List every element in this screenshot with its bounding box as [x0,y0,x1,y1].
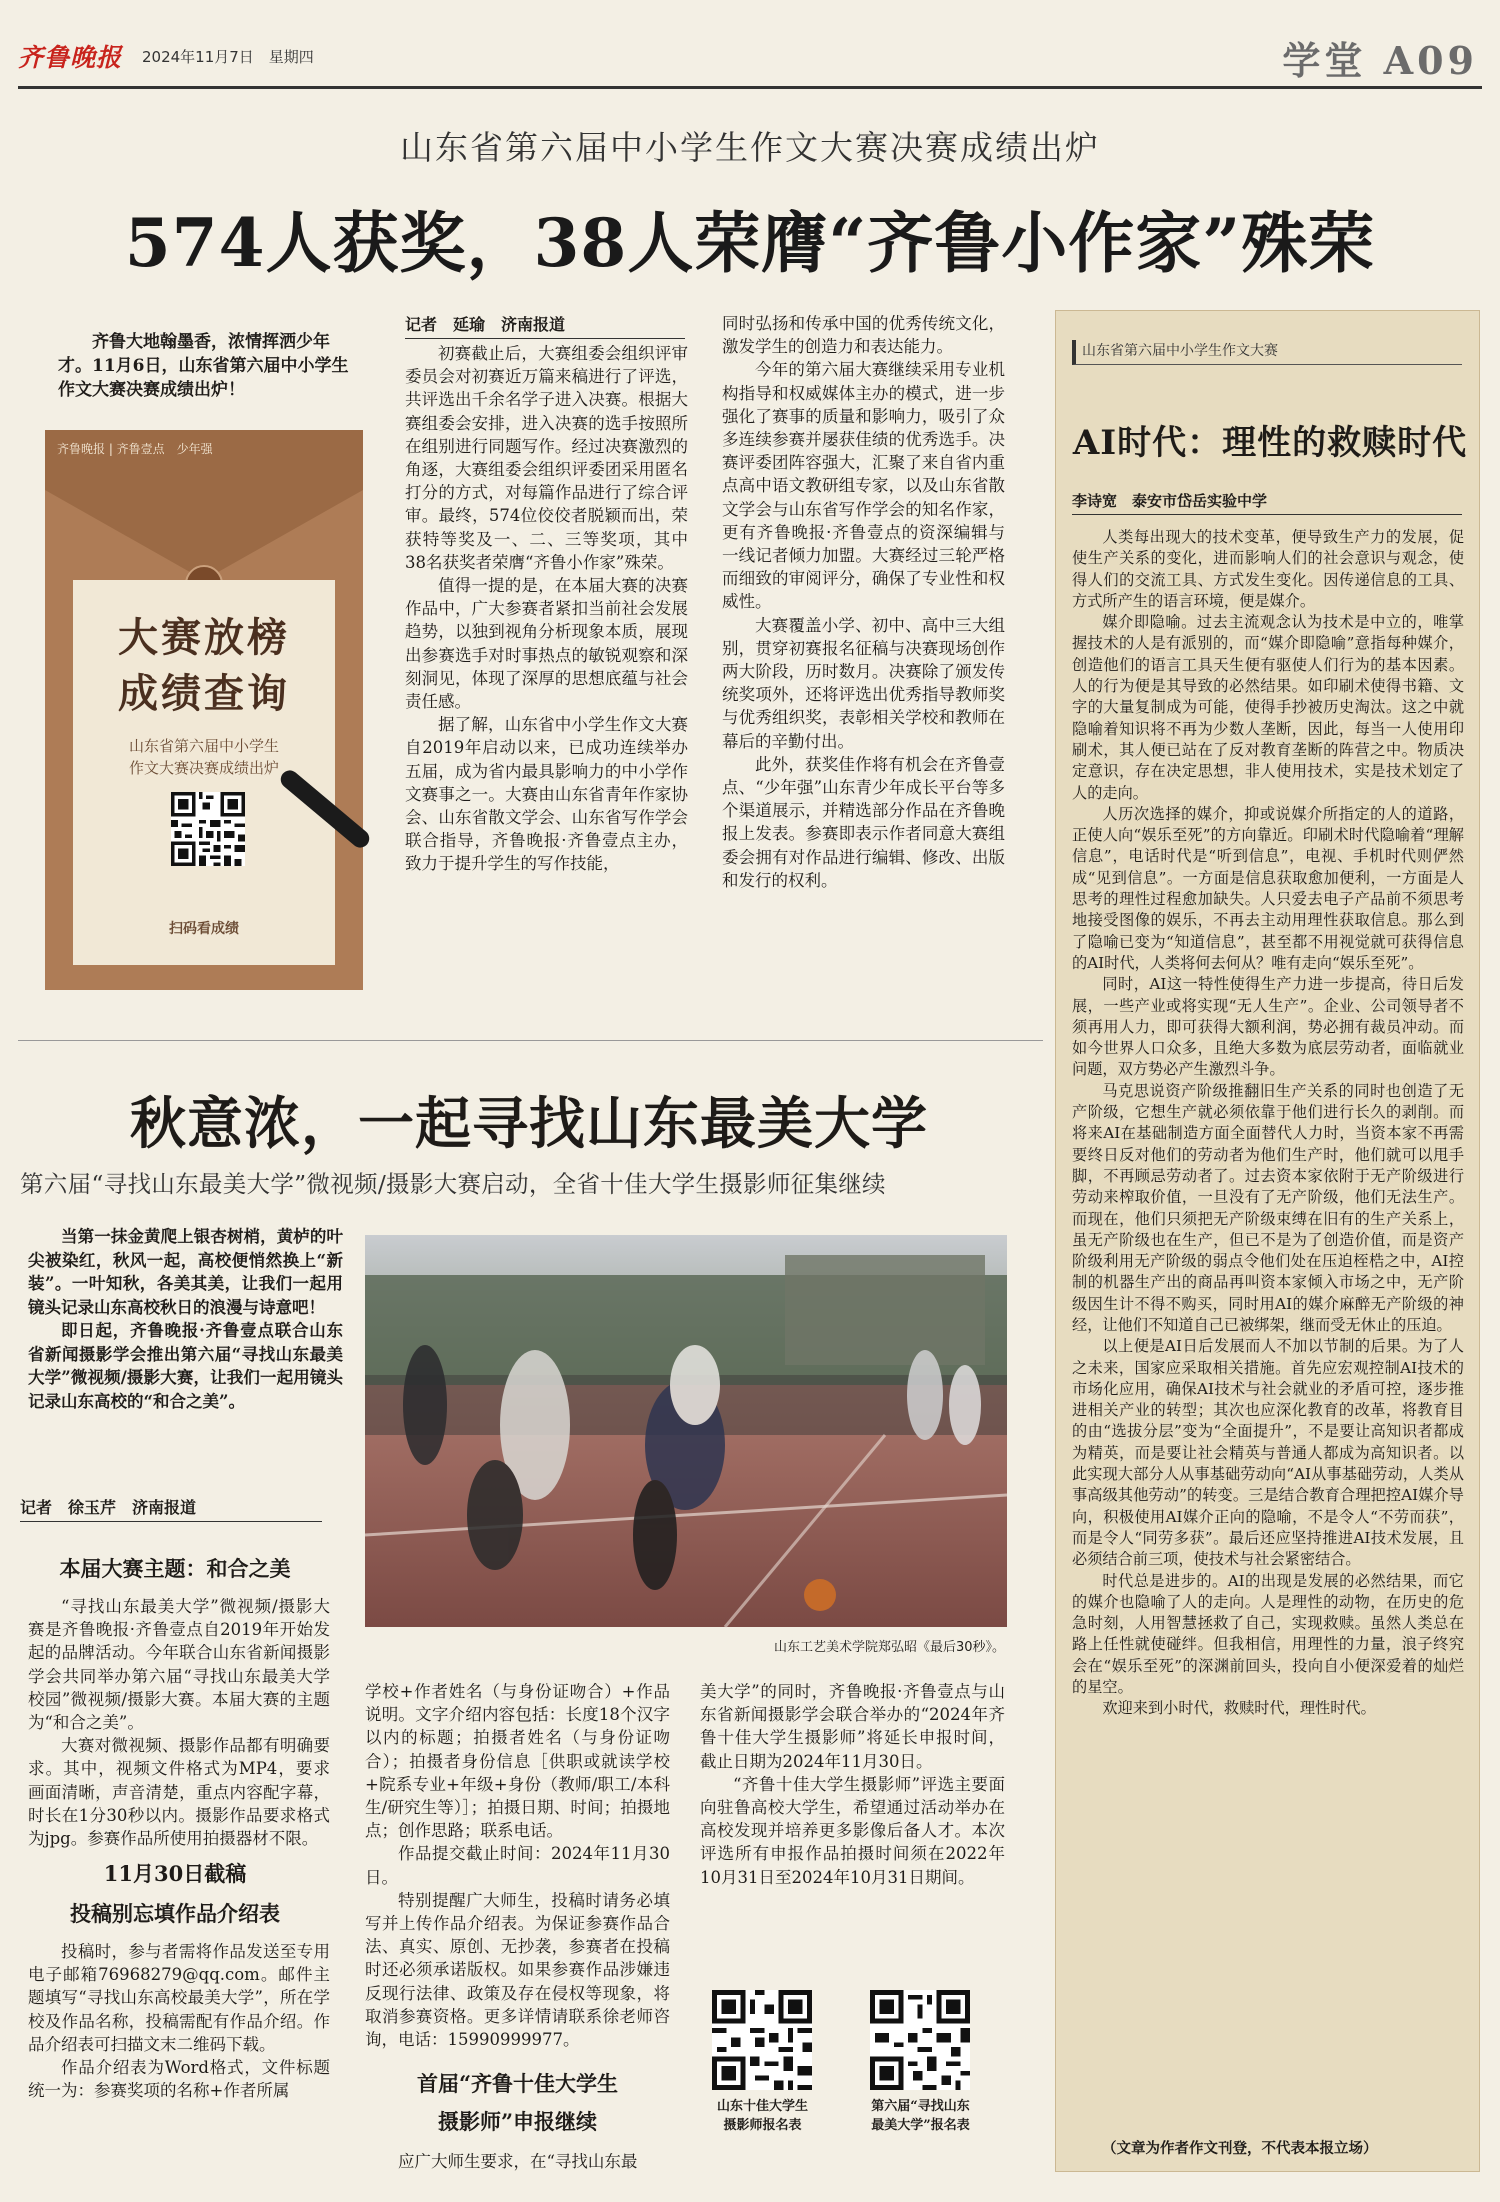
poster-qr-code[interactable] [171,792,245,866]
subhead-deadline: 11月30日截稿 [103,1861,247,1886]
story2-column-c [700,1680,1005,2000]
story2-paragraph: “齐鲁十佳大学生摄影师”评选主要面向驻鲁高校大学生，希望通过活动举办在高校发现并培养更多影像后备人才。本次评选所有申报作品拍摄时间须在2022年10月31日至2024年10月31日期间。 [700,1774,1005,1887]
poster-logos: 齐鲁晚报 | 齐鲁壹点 少年强 [57,442,213,456]
poster-title-line2: 成绩查询 [118,670,290,717]
issue-date: 2024年11月7日 星期四 [142,48,314,66]
photographer-qr-caption [690,2097,835,2135]
story1-column-1 [405,342,688,992]
essay-author: 李诗宽 泰安市岱岳实验中学 [1072,490,1462,515]
story2-deck: 第六届“寻找山东最美大学”微视频/摄影大赛启动，全省十佳大学生摄影师征集继续 [20,1170,886,1198]
contest-qr-caption [848,2097,993,2135]
story2-paragraph: 特别提醒广大师生，投稿时请务必填写并上传作品介绍表。为保证参赛作品合法、真实、原创、无抄袭，参赛者在投稿时还必须承诺版权。如果参赛作品涉嫌违反现行法律、政策及存在侵权等现象，将取消参赛资格。更多详情请联系徐老师咨询，电话：15990999977。 [365,1890,670,2050]
story1-kicker: 山东省第六届中小学生作文大赛决赛成绩出炉 [400,128,1100,167]
story2-byline: 记者 徐玉芹 济南报道 [20,1495,322,1522]
story2-paragraph: 应广大师生要求，在“寻找山东最 [398,2152,638,2171]
header-rule [18,86,1482,89]
newspaper-masthead: 齐鲁晚报 [18,43,123,72]
page-number: A09 [1383,38,1478,83]
story1-paragraph: 大赛覆盖小学、初中、高中三大组别，贯穿初赛报名征稿与决赛现场创作两大阶段，历时数月。决赛除了颁发传统奖项外，还将评选出优秀指导教师奖与优秀组织奖，表彰相关学校和教师在幕后的辛勤付出。 [722,615,1005,751]
sidebar-column-label: 山东省第六届中小学生作文大赛 [1072,340,1462,365]
essay-paragraph: 人类每出现大的技术变革，便导致生产力的发展，促使生产关系的变化，进而影响人们的社会意识与观念，使得人们的交流工具、方式发生变化。因传递信息的工具、方式所产生的语言环境，便是媒介。 [1072,528,1464,610]
essay-body [1072,527,1464,2127]
photographer-qr-caption-line2: 摄影师报名表 [723,2118,802,2133]
essay-title: AI时代：理性的救赎时代 [1072,423,1468,463]
story2-column-b-end [365,2150,670,2176]
poster-scan-label: 扫码看成绩 [169,921,239,937]
story2-intro [28,1225,343,1413]
story2-paragraph: “寻找山东最美大学”微视频/摄影大赛是齐鲁晚报·齐鲁壹点自2019年开始发起的品牌活动。今年联合山东省新闻摄影学会共同举办第六届“寻找山东最美大学校园”微视频/摄影大赛。本届大赛的主题为“和合之美”。 [28,1597,330,1733]
story2-paragraph: 学校+作者姓名（与身份证吻合）+作品说明。文字介绍内容包括：长度18个汉字以内的标题；拍摄者姓名（与身份证吻合）；拍摄者身份信息［供职或就读学校+院系专业+年级+身份（教师/职工/本科生/研究生等）］；拍摄日期、时间；拍摄地点；创作思路；联系电话。 [365,1682,670,1841]
story1-intro-text: 齐鲁大地翰墨香，浓情挥洒少年才。11月6日，山东省第六届中小学生作文大赛决赛成绩出炉！ [58,332,349,400]
story1-paragraph: 值得一提的是，在本届大赛的决赛作品中，广大参赛者紧扣当前社会发展趋势，以独到视角分析现象本质，展现出参赛选手对时事热点的敏锐观察和深刻洞见，体现了深厚的思想底蕴与社会责任感。 [405,576,688,712]
poster-title [73,610,335,722]
basketball-photo-image [365,1235,1007,1627]
subhead-photographer [365,2068,670,2136]
essay-disclaimer: （文章为作者作文刊登，不代表本报立场） [1102,2140,1378,2157]
story1-paragraph: 初赛截止后，大赛组委会组织评审委员会对初赛近万篇来稿进行了评选，共评选出千余名学子进入决赛。根据大赛组委会安排，进入决赛的选手按照所在组别进行同题写作。经过决赛激烈的角逐，大赛组委会组织评委团采用匿名打分的方式，对每篇作品进行了综合评审。最终，574位佼佼者脱颖而出，荣获特等奖及一、二、三等奖项，其中38名获奖者荣膺“齐鲁小作家”殊荣。 [405,344,688,572]
story1-intro [58,330,363,402]
essay-paragraph: 以上便是AI日后发展而人不加以节制的后果。为了人之未来，国家应采取相关措施。首先应宏观控制AI技术的市场化应用，确保AI技术与社会就业的矛盾可控，逐步推进相关产业的转型；其次也应深化教育的改革，将教育目的由“选拔分层”变为“全面提升”，不是要让高知识者都成为精英，而是要让社会精英与普通人都成为高知识者。以此实现大部分人从事基础劳动向“AI从事基础劳动，人类从事高级其他劳动”的转变。三是结合教育合理把控AI媒介导向，积极使用AI媒介正向的隐喻，不是令人“不劳而获”，而是令人“同劳多获”。最后还应坚持推进AI技术发展，且必须结合前三项，使技术与社会紧密结合。 [1072,1337,1464,1569]
essay-paragraph: 媒介即隐喻。过去主流观念认为技术是中立的，唯掌握技术的人是有派别的，而“媒介即隐喻”意指每种媒介，创造他们的语言工具天生便有驱使人们行为的基本因素。人的行为便是其导致的必然结果。如印刷术使得书籍、文字的大量复制成为可能，使得手抄被历史淘汰。这之中就隐喻着知识将不再为少数人垄断，因此，每当一人使用印刷术，其人便已站在了反对教育垄断的阵营之中。物质决定意识，存在决定思想，非人使用技术，实是技术划定了人的走向。 [1072,613,1464,802]
essay-paragraph: 人历次选择的媒介，抑或说媒介所指定的人的道路，正使人向“娱乐至死”的方向靠近。印刷术时代隐喻着“理解信息”，电话时代是“听到信息”，电视、手机时代则俨然成“见到信息”。一方面是信息获取愈加便利，一方面是人思考的理性过程愈加缺失。人只爱去电子产品前不须思考地接受图像的娱乐，不再去主动用理性获取信息。那么到了隐喻已变为“知道信息”，甚至都不用视觉就可获得信息的AI时代，人类将何去何从？唯有走向“娱乐至死”。 [1072,804,1464,972]
story2-column-b [365,1680,670,2050]
story1-byline: 记者 延瑜 济南报道 [405,312,685,339]
results-poster [45,430,363,990]
essay-paragraph: 欢迎来到小时代，救赎时代，理性时代。 [1102,1699,1376,1718]
photographer-qr-caption-line1: 山东十佳大学生 [716,2099,808,2114]
story2-paragraph: 大赛对微视频、摄影作品都有明确要求。其中，视频文件格式为MP4，要求画面清晰，声音清楚，重点内容配字幕，时长在1分30秒以内。摄影作品要求格式为jpg。参赛作品所使用拍摄器材不限。 [28,1736,330,1849]
story2-paragraph: 作品提交截止时间：2024年11月30日。 [365,1844,670,1887]
contest-qr-caption-line2: 最美大学”报名表 [871,2118,970,2133]
subhead-photographer-line2: 摄影师”申报继续 [437,2109,598,2134]
poster-subtitle-line1: 山东省第六届中小学生 [128,737,279,755]
story-divider [18,1040,1043,1041]
story2-column-a1 [28,1595,330,1850]
story1-column-2 [722,312,1005,994]
story2-paragraph: 美大学”的同时，齐鲁晚报·齐鲁壹点与山东省新闻摄影学会联合举办的“2024年齐鲁十佳大学生摄影师”将延长申报时间，截止日期为2024年11月30日。 [700,1682,1005,1771]
story2-headline: 秋意浓，一起寻找山东最美大学 [130,1091,928,1157]
section-name: 学堂 [1282,38,1367,83]
essay-paragraph: 马克思说资产阶级推翻旧生产关系的同时也创造了无产阶级，它想生产就必须依靠于他们进行长久的剥削。而将来AI在基础制造方面全面替代人力时，当资本家不再需要终日反对他们的劳动者为他们生产时，他们就可以甩手脚，不再顾忌劳动者了。过去资本家依附于无产阶级进行劳动来榨取价值，一旦没有了无产阶级，他们无法生产。而现在，他们只须把无产阶级束缚在旧有的生产关系上，虽无产阶级也在生产，但已不是为了创造价值，而是资产阶级利用无产阶级的弱点令他们处在压迫桎梏之中，AI控制的机器生产出的商品再叫资本家倾入市场之中，无产阶级因生计不得不购买，同时用AI的媒介麻醉无产阶级的神经，让他们不知道自己已被绑架，继而受无休止的压迫。 [1072,1081,1464,1334]
subhead-theme: 本届大赛主题：和合之美 [59,1556,291,1581]
contest-qr-caption-line1: 第六届“寻找山东 [871,2099,970,2114]
poster-subtitle-line2: 作文大赛决赛成绩出炉 [128,759,279,777]
basketball-photo [365,1235,1007,1627]
contest-signup-qr-code[interactable] [870,1990,970,2090]
essay-paragraph: 同时，AI这一特性使得生产力进一步提高，待日后发展，一些产业或将实现“无人生产”。企业、公司领导者不须再用人力，即可获得大额利润，势必拥有裁员冲动。而如今世界人口众多，且绝大多数为底层劳动者，面临就业问题，双方势必产生激烈斗争。 [1072,975,1464,1079]
photographer-signup-qr-code[interactable] [712,1990,812,2090]
story1-paragraph: 同时弘扬和传承中国的优秀传统文化，激发学生的创造力和表达能力。 [722,314,1005,357]
story2-paragraph: 投稿时，参与者需将作品发送至专用电子邮箱76968279@qq.com。邮件主题填写“寻找山东高校最美大学”，所在学校及作品名称，投稿需配有作品介绍。作品介绍表可扫描文末二维码下载。 [28,1942,330,2054]
section-label [1282,30,1478,85]
photo-caption: 山东工艺美术学院郑弘昭《最后30秒》。 [773,1640,1005,1655]
story2-intro-paragraph: 当第一抹金黄爬上银杏树梢，黄栌的叶尖被染红，秋风一起，高校便悄然换上“新装”。一叶知秋，各美其美，让我们一起用镜头记录山东高校秋日的浪漫与诗意吧！ [28,1227,343,1317]
subhead-photographer-line1: 首届“齐鲁十佳大学生 [416,2071,619,2096]
subhead-form: 投稿别忘填作品介绍表 [70,1901,280,1926]
story2-column-a2 [28,1940,330,2190]
story1-paragraph: 据了解，山东省中小学生作文大赛自2019年启动以来，已成功连续举办五届，成为省内最具影响力的中小学作文赛事之一。大赛由山东省青年作家协会、山东省散文学会、山东省写作学会联合指导，齐鲁晚报·齐鲁壹点主办，致力于提升学生的写作技能， [405,715,688,874]
story1-paragraph: 此外，获奖佳作将有机会在齐鲁壹点、“少年强”山东青少年成长平台等多个渠道展示，并精选部分作品在齐鲁晚报上发表。参赛即表示作者同意大赛组委会拥有对作品进行编辑、修改、出版和发行的权利。 [722,754,1005,890]
story2-intro-paragraph: 即日起，齐鲁晚报·齐鲁壹点联合山东省新闻摄影学会推出第六届“寻找山东最美大学”微视频/摄影大赛，让我们一起用镜头记录山东高校的“和合之美”。 [28,1321,343,1411]
story1-paragraph: 今年的第六届大赛继续采用专业机构指导和权威媒体主办的模式，进一步强化了赛事的质量和影响力，吸引了众多连续参赛并屡获佳绩的优秀选手。决赛评委团阵容强大，汇聚了来自省内重点高中语文教研组专家，以及山东省散文学会与山东省写作学会的知名作家，更有齐鲁晚报·齐鲁壹点的资深编辑与一线记者倾力加盟。大赛经过三轮严格而细致的审阅评分，确保了专业性和权威性。 [722,360,1005,612]
story1-headline: 574人获奖，38人荣膺“齐鲁小作家”殊荣 [124,204,1376,282]
essay-paragraph: 时代总是进步的。AI的出现是发展的必然结果，而它的媒介也隐喻了人的走向。人是理性的动物，在历史的危急时刻，人用智慧拯救了自己，实现救赎。虽然人类总在路上任性就使碰绊。但我相信，用理性的力量，浪子终究会在“娱乐至死”的深渊前回头，投向自小便深爱着的灿烂的星空。 [1072,1571,1464,1697]
poster-title-line1: 大赛放榜 [118,614,290,661]
story2-paragraph: 作品介绍表为Word格式，文件标题统一为：参赛奖项的名称+作者所属 [28,2058,330,2101]
